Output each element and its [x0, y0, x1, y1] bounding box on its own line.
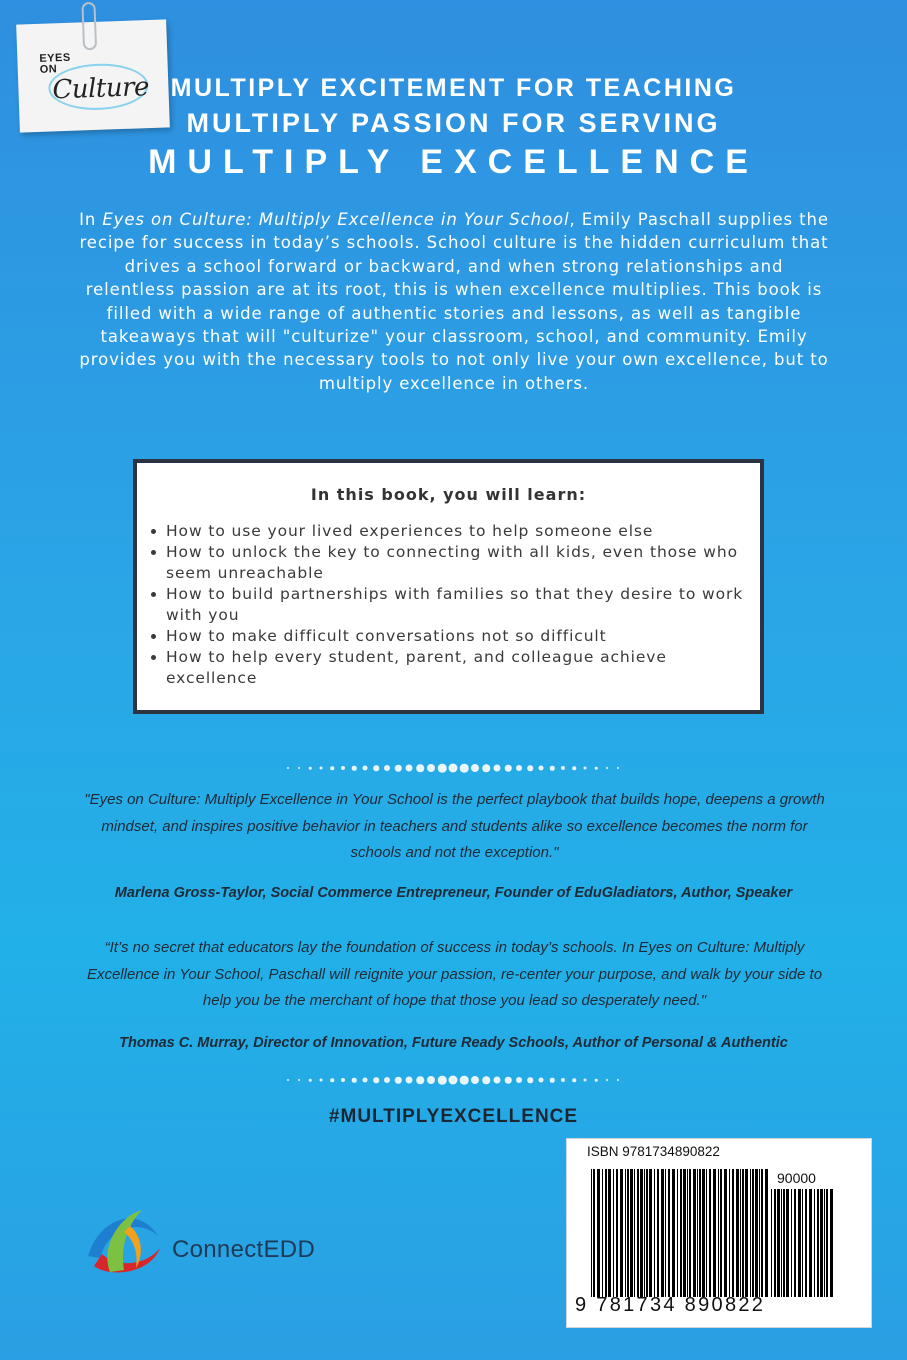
barcode-bar	[620, 1169, 623, 1297]
barcode-bar	[697, 1169, 698, 1297]
barcode-bar	[709, 1169, 711, 1297]
divider-dot	[550, 766, 555, 771]
divider-dot	[505, 1077, 512, 1084]
barcode-bar	[786, 1189, 789, 1297]
divider-dot	[516, 1077, 522, 1083]
divider-dot	[595, 767, 598, 770]
barcode-bar	[732, 1169, 734, 1297]
barcode-bar	[605, 1169, 607, 1297]
isbn-label: ISBN 9781734890822	[587, 1144, 720, 1159]
barcode-bar	[640, 1169, 643, 1297]
dotted-divider-bottom	[0, 1074, 907, 1086]
list-item: How to use your lived experiences to help someone else	[149, 521, 759, 542]
barcode-bar	[798, 1189, 801, 1297]
barcode-bar	[718, 1169, 719, 1297]
divider-dot	[494, 765, 501, 772]
divider-dot	[287, 1079, 289, 1081]
list-item: How to build partnerships with families so that they desire to work with you	[149, 584, 759, 626]
divider-dot	[584, 1079, 587, 1082]
barcode-bar	[677, 1169, 678, 1297]
divider-dot	[539, 766, 544, 771]
divider-dot	[617, 1079, 619, 1081]
barcode-bar	[802, 1189, 803, 1297]
divider-dot	[494, 1077, 501, 1084]
divider-dot	[482, 1076, 490, 1084]
divider-dot	[516, 765, 522, 771]
divider-dot	[309, 767, 312, 770]
barcode-bar	[761, 1169, 763, 1297]
hashtag: #MULTIPLYEXCELLENCE	[328, 1106, 579, 1127]
divider-dot	[572, 1078, 576, 1082]
intro-paragraph	[78, 208, 830, 395]
divider-dot	[584, 767, 587, 770]
barcode-bar	[736, 1169, 739, 1297]
barcode-bar	[740, 1169, 741, 1297]
divider-dot	[341, 1078, 345, 1082]
barcode-bar	[794, 1189, 796, 1297]
divider-dot	[298, 767, 300, 769]
barcode-bar	[680, 1169, 682, 1297]
barcode-addon-number: 90000	[777, 1170, 816, 1186]
divider-dot	[617, 767, 619, 769]
barcode-bar	[781, 1189, 782, 1297]
divider-dot	[505, 765, 512, 772]
divider-dot	[438, 764, 447, 773]
divider-dot	[352, 766, 357, 771]
divider-dot	[384, 1077, 390, 1083]
barcode-bar	[602, 1169, 603, 1297]
divider-dot	[460, 764, 469, 773]
barcode-bar	[720, 1169, 722, 1297]
divider-dot	[572, 766, 576, 770]
connectedd-swirl-icon	[80, 1196, 166, 1280]
barcode-bar	[820, 1189, 823, 1297]
divider-dot	[561, 766, 565, 770]
barcode-bar	[817, 1189, 819, 1297]
barcode-bar	[759, 1169, 760, 1297]
barcode-bar	[661, 1169, 664, 1297]
divider-dot	[406, 1077, 413, 1084]
barcode-bar	[809, 1189, 812, 1297]
divider-dot	[320, 1079, 323, 1082]
list-item: How to make difficult conversations not so difficult	[149, 626, 759, 647]
barcode-bar	[591, 1169, 592, 1297]
divider-dot	[427, 1076, 435, 1084]
publisher-name-edd: EDD	[263, 1236, 316, 1263]
barcode-bar	[729, 1169, 730, 1297]
barcode-bar	[637, 1169, 639, 1297]
divider-dot	[373, 1077, 379, 1083]
divider-dot	[471, 764, 479, 772]
divider-dot	[595, 1079, 598, 1082]
divider-dot	[460, 1076, 469, 1085]
divider-dot	[406, 765, 413, 772]
divider-dot	[561, 1078, 565, 1082]
divider-dot	[427, 764, 435, 772]
barcode-bar	[672, 1169, 675, 1297]
divider-dot	[384, 765, 390, 771]
divider-dot	[449, 764, 458, 773]
barcode-bar	[755, 1169, 758, 1297]
barcode-bar	[683, 1169, 686, 1297]
divider-dot	[416, 1076, 424, 1084]
divider-dot	[527, 1077, 533, 1083]
divider-dot	[438, 1076, 447, 1085]
intro-prefix: In	[79, 210, 103, 229]
barcode-bar	[593, 1169, 595, 1297]
barcode-bar	[625, 1169, 626, 1297]
barcode-bar	[745, 1169, 748, 1297]
barcode-bar	[608, 1169, 611, 1297]
divider-dot	[352, 1078, 357, 1083]
barcode-bar	[699, 1169, 701, 1297]
intro-book-title: Eyes on Culture: Multiply Excellence in Your School	[102, 210, 570, 229]
intro-body: , Emily Paschall supplies the recipe for success in today’s schools. School culture is the hidden curriculum that drives a school forward or backward, and when strong relationships and relentless passion are at its root, this is when excellence multiplies. This book is filled with a wide range of authentic stories and lessons, as well as tangible takeaways that will "culturize" your classroom, school, and community. Emily provides you with the necessary tools to not only live your own excellence, but to multiply excellence in others.	[79, 210, 829, 393]
barcode-bar	[687, 1169, 688, 1297]
divider-dot	[373, 765, 379, 771]
quote-2-text: “It’s no secret that educators lay the foundation of success in today’s schools. In Eyes on Culture: Multiply Excellence in Your School, Paschall will reignite your passion, re-center your purpose, and walk by your side to help you be the merchant of hope that those you lead so desperately need."	[86, 939, 823, 1009]
barcode-bar	[713, 1169, 716, 1297]
barcode-bar	[668, 1169, 670, 1297]
divider-dot	[606, 1079, 608, 1081]
dotted-divider-top	[0, 762, 907, 774]
barcode-bar	[742, 1169, 744, 1297]
divider-dot	[320, 767, 323, 770]
divider-dot	[395, 1077, 402, 1084]
quote-2-attribution: Thomas C. Murray, Director of Innovation, Future Ready Schools, Author of Personal & Authentic	[119, 1035, 788, 1051]
barcode-bar	[689, 1169, 691, 1297]
barcode-bar	[783, 1189, 785, 1297]
headline-excellence: MULTIPLY EXCELLENCE	[148, 143, 759, 181]
barcode-bar	[791, 1189, 792, 1297]
publisher-logo	[80, 1196, 360, 1280]
divider-dot	[606, 767, 608, 769]
barcode-bar	[693, 1169, 696, 1297]
divider-dot	[449, 1076, 458, 1085]
divider-dot	[341, 766, 345, 770]
barcode-bar	[616, 1169, 618, 1297]
list-item: How to help every student, parent, and colleague achieve excellence	[149, 647, 759, 689]
barcode-bar	[774, 1189, 776, 1297]
divider-dot	[330, 766, 334, 770]
headline-teaching: MULTIPLY EXCITEMENT FOR TEACHING	[170, 74, 737, 102]
barcode-bar	[649, 1169, 652, 1297]
barcode-bar	[665, 1169, 666, 1297]
paperclip-icon	[81, 2, 97, 50]
barcode-bar	[824, 1189, 825, 1297]
barcode-bar	[826, 1189, 828, 1297]
barcode-bar	[634, 1169, 635, 1297]
barcode-bar	[644, 1169, 645, 1297]
divider-dot	[395, 765, 402, 772]
barcode-bar	[777, 1189, 780, 1297]
divider-dot	[363, 766, 368, 771]
barcode-addon-bars	[771, 1189, 835, 1297]
barcode-bar	[765, 1169, 768, 1297]
barcode-bar	[657, 1169, 659, 1297]
barcode-bar	[750, 1169, 751, 1297]
barcode-bar	[630, 1169, 633, 1297]
isbn-barcode	[566, 1138, 872, 1328]
divider-dot	[330, 1078, 334, 1082]
divider-dot	[482, 764, 490, 772]
barcode-bar	[805, 1189, 807, 1297]
divider-dot	[527, 765, 533, 771]
publisher-name	[172, 1236, 315, 1264]
divider-dot	[416, 764, 424, 772]
barcode-bar	[706, 1169, 707, 1297]
barcode-bar	[830, 1189, 833, 1297]
barcode-bar	[702, 1169, 705, 1297]
barcode-main-bars	[591, 1169, 771, 1297]
learn-list	[149, 521, 759, 689]
barcode-bar	[771, 1189, 772, 1297]
logo-eyes-on-text: EYES ON	[39, 51, 71, 76]
learn-box	[133, 459, 764, 714]
divider-dot	[298, 1079, 300, 1081]
barcode-bar	[597, 1169, 600, 1297]
barcode-bar	[646, 1169, 648, 1297]
divider-dot	[550, 1078, 555, 1083]
logo-culture-text: Culture	[51, 72, 150, 106]
barcode-bar	[752, 1169, 754, 1297]
divider-dot	[363, 1078, 368, 1083]
barcode-bar	[654, 1169, 655, 1297]
divider-dot	[539, 1078, 544, 1083]
barcode-bar	[814, 1189, 815, 1297]
learn-title: In this book, you will learn:	[310, 485, 587, 504]
divider-dot	[309, 1079, 312, 1082]
headline-serving: MULTIPLY PASSION FOR SERVING	[186, 108, 721, 138]
publisher-name-connect: Connect	[172, 1236, 264, 1263]
barcode-digits: 9 781734 890822	[575, 1294, 766, 1316]
barcode-bar	[724, 1169, 727, 1297]
divider-dot	[287, 767, 289, 769]
barcode-bar	[613, 1169, 614, 1297]
list-item: How to unlock the key to connecting with all kids, even those who seem unreachable	[149, 542, 759, 584]
quote-1-text: "Eyes on Culture: Multiply Excellence in Your School is the perfect playbook that builds hope, deepens a growth mindset, and inspires positive behavior in teachers and students alike so excellence becomes the norm for schools and not the exception."	[84, 791, 825, 861]
divider-dot	[471, 1076, 479, 1084]
quote-1-attribution: Marlena Gross-Taylor, Social Commerce Entrepreneur, Founder of EduGladiators, Author, Speaker	[114, 885, 793, 901]
barcode-bar	[627, 1169, 629, 1297]
